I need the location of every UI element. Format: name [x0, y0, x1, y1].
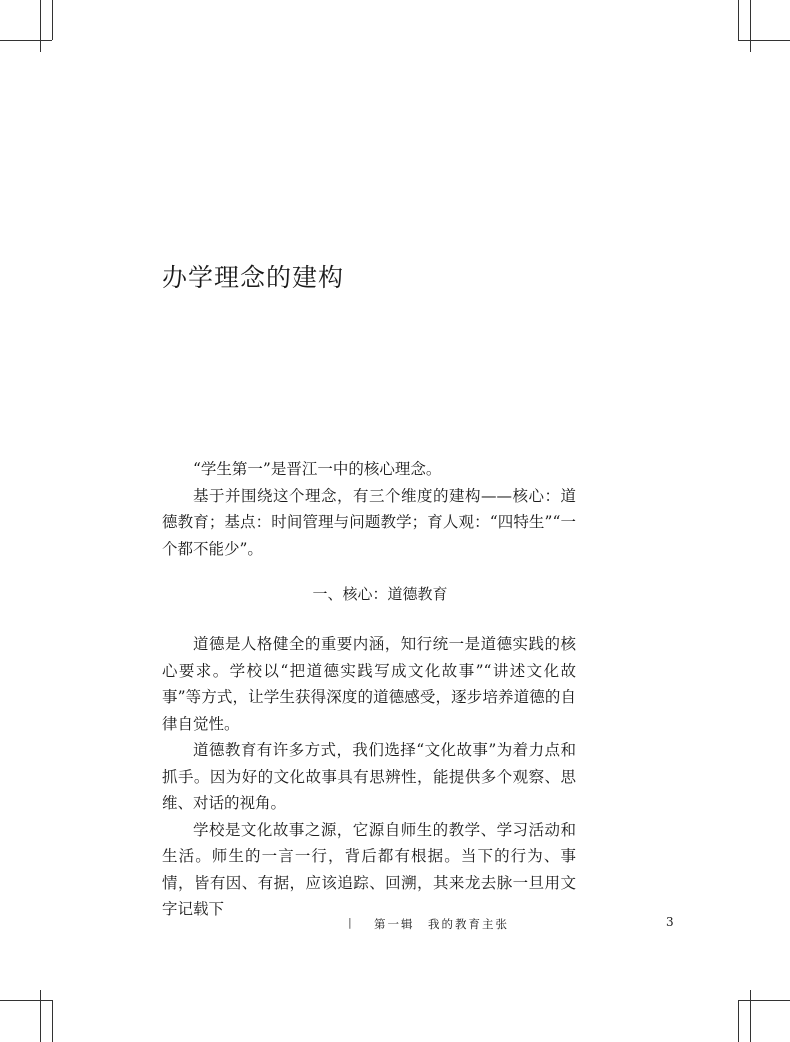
- paragraph: 学校是文化故事之源，它源自师生的教学、学习活动和生活。师生的一言一行，背后都有根据。当下的行为、事情，皆有因、有据，应该追踪、回溯，其来龙去脉一旦用文字记载下: [162, 820, 576, 918]
- crop-mark: [738, 1000, 739, 1042]
- crop-mark: [52, 0, 53, 40]
- crop-mark: [0, 1000, 52, 1001]
- crop-mark: [738, 1000, 790, 1001]
- crop-mark: [750, 0, 751, 52]
- footer-separator: |: [348, 916, 352, 929]
- crop-mark: [40, 990, 41, 1042]
- page-footer: [0, 916, 790, 936]
- crop-mark: [52, 1000, 53, 1042]
- crop-mark: [738, 0, 739, 40]
- section-body: [162, 631, 576, 923]
- paragraph: 道德是人格健全的重要内涵，知行统一是道德实践的核心要求。学校以“把道德实践写成文化故事”“讲述文化故事”等方式，让学生获得深度的道德感受，逐步培养道德的自律自觉性。: [162, 635, 576, 733]
- paragraph: 基于并围绕这个理念，有三个维度的建构——核心：道德教育；基点：时间管理与问题教学；育人观：“四特生”“一个都不能少”。: [162, 486, 576, 558]
- page-number: 3: [666, 915, 674, 929]
- running-title: 第一辑 我的教育主张: [374, 917, 509, 931]
- paragraph: “学生第一”是晋江一中的核心理念。: [193, 460, 442, 478]
- chapter-title: 办学理念的建构: [162, 263, 345, 292]
- section-heading: 一、核心：道德教育: [312, 585, 448, 603]
- crop-mark: [40, 0, 41, 52]
- paragraph: 道德教育有许多方式，我们选择“文化故事”为着力点和抓手。因为好的文化故事具有思辨性，能提供多个观察、思维、对话的视角。: [162, 741, 576, 812]
- crop-mark: [750, 990, 751, 1042]
- crop-mark: [0, 40, 52, 41]
- intro-text: [162, 456, 576, 562]
- crop-mark: [738, 40, 790, 41]
